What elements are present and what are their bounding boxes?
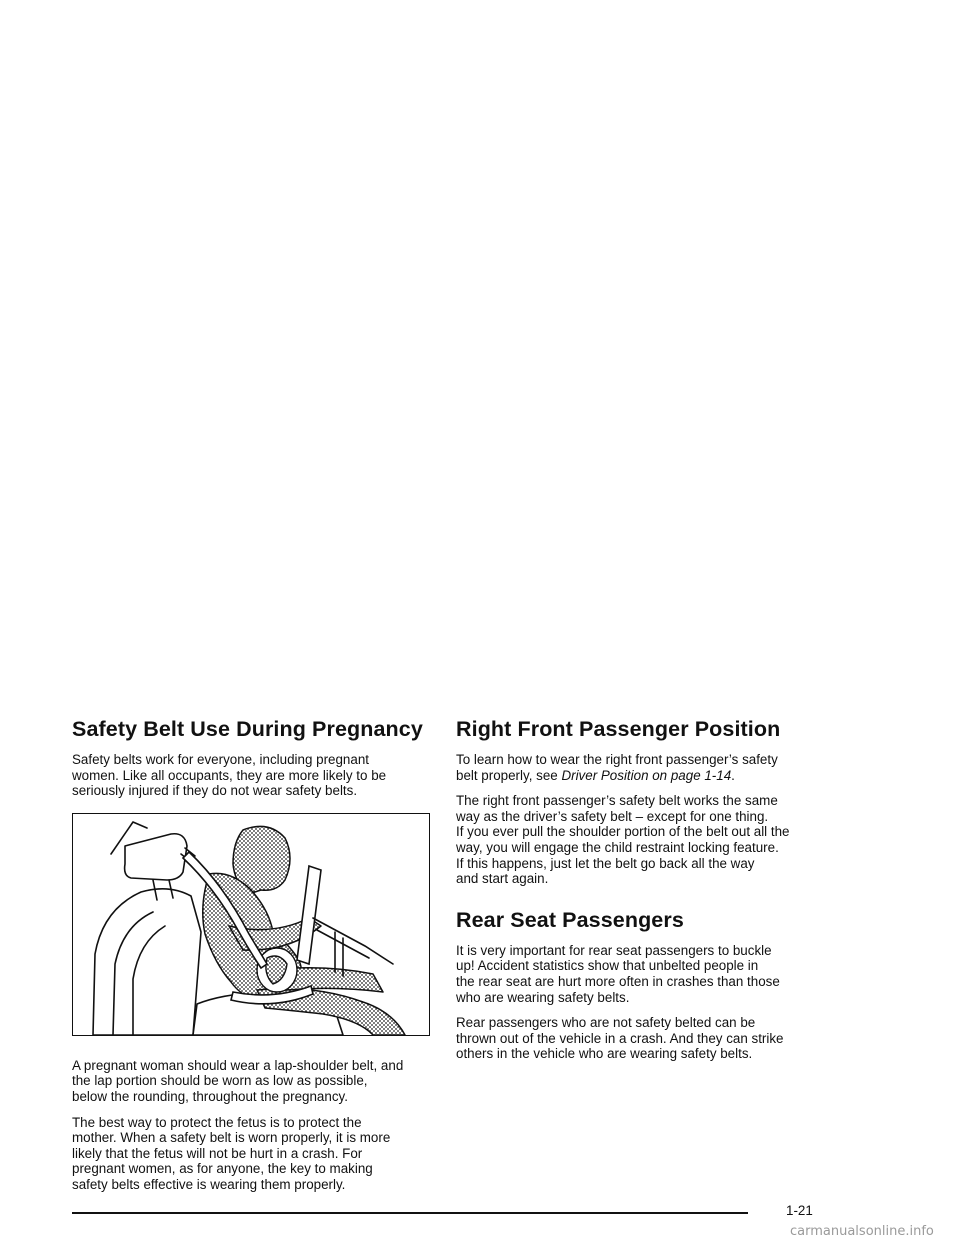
left-column	[72, 716, 432, 1203]
page-number: 1-21	[786, 1203, 813, 1218]
passenger-para-1-end: .	[731, 767, 735, 783]
passenger-para-1	[456, 752, 824, 783]
heading-rear-seat-passengers: Rear Seat Passengers	[456, 907, 684, 932]
illustration-svg	[73, 814, 429, 1035]
rear-para-2: Rear passengers who are not safety belted can be thrown out of the vehicle in a crash. And they can strike others in the vehicle who are wearing safety belts.	[456, 1015, 784, 1062]
passenger-para-2: The right front passenger’s safety belt works the same way as the driver’s safety belt – except for one thing. If you ever pull the shoulder portion of the belt out all the way, you will engage the child restraint locking feature. If this happens, just let the belt go back all the way and start again.	[456, 793, 790, 887]
passenger-para-1-text: To learn how to wear the right front passenger’s safety belt properly, see	[456, 752, 778, 783]
watermark: carmanualsonline.info	[790, 1224, 934, 1239]
footer-rule	[72, 1212, 748, 1214]
pregnancy-intro: Safety belts work for everyone, including pregnant women. Like all occupants, they are more likely to be seriously injured if they do not wear safety belts.	[72, 752, 387, 799]
pregnant-belt-illustration	[72, 813, 430, 1036]
pregnancy-para-2: The best way to protect the fetus is to protect the mother. When a safety belt is worn properly, it is more likely that the fetus will not be hurt in a crash. For pregnant women, as for anyone, the key to making safety belts effective is wearing them properly.	[72, 1114, 391, 1192]
driver-position-xref-link[interactable]: Driver Position on page 1-14	[561, 767, 732, 783]
heading-right-front-passenger: Right Front Passenger Position	[456, 717, 781, 741]
heading-pregnancy: Safety Belt Use During Pregnancy	[72, 717, 423, 741]
right-column	[456, 716, 824, 1072]
pregnancy-para-1: A pregnant woman should wear a lap-shoulder belt, and the lap portion should be worn as low as possible, below the rounding, throughout the pregnancy.	[72, 1057, 404, 1104]
rear-para-1: It is very important for rear seat passengers to buckle up! Accident statistics show that unbelted people in the rear seat are hurt more often in crashes than those who are wearing safety belts.	[456, 942, 780, 1005]
